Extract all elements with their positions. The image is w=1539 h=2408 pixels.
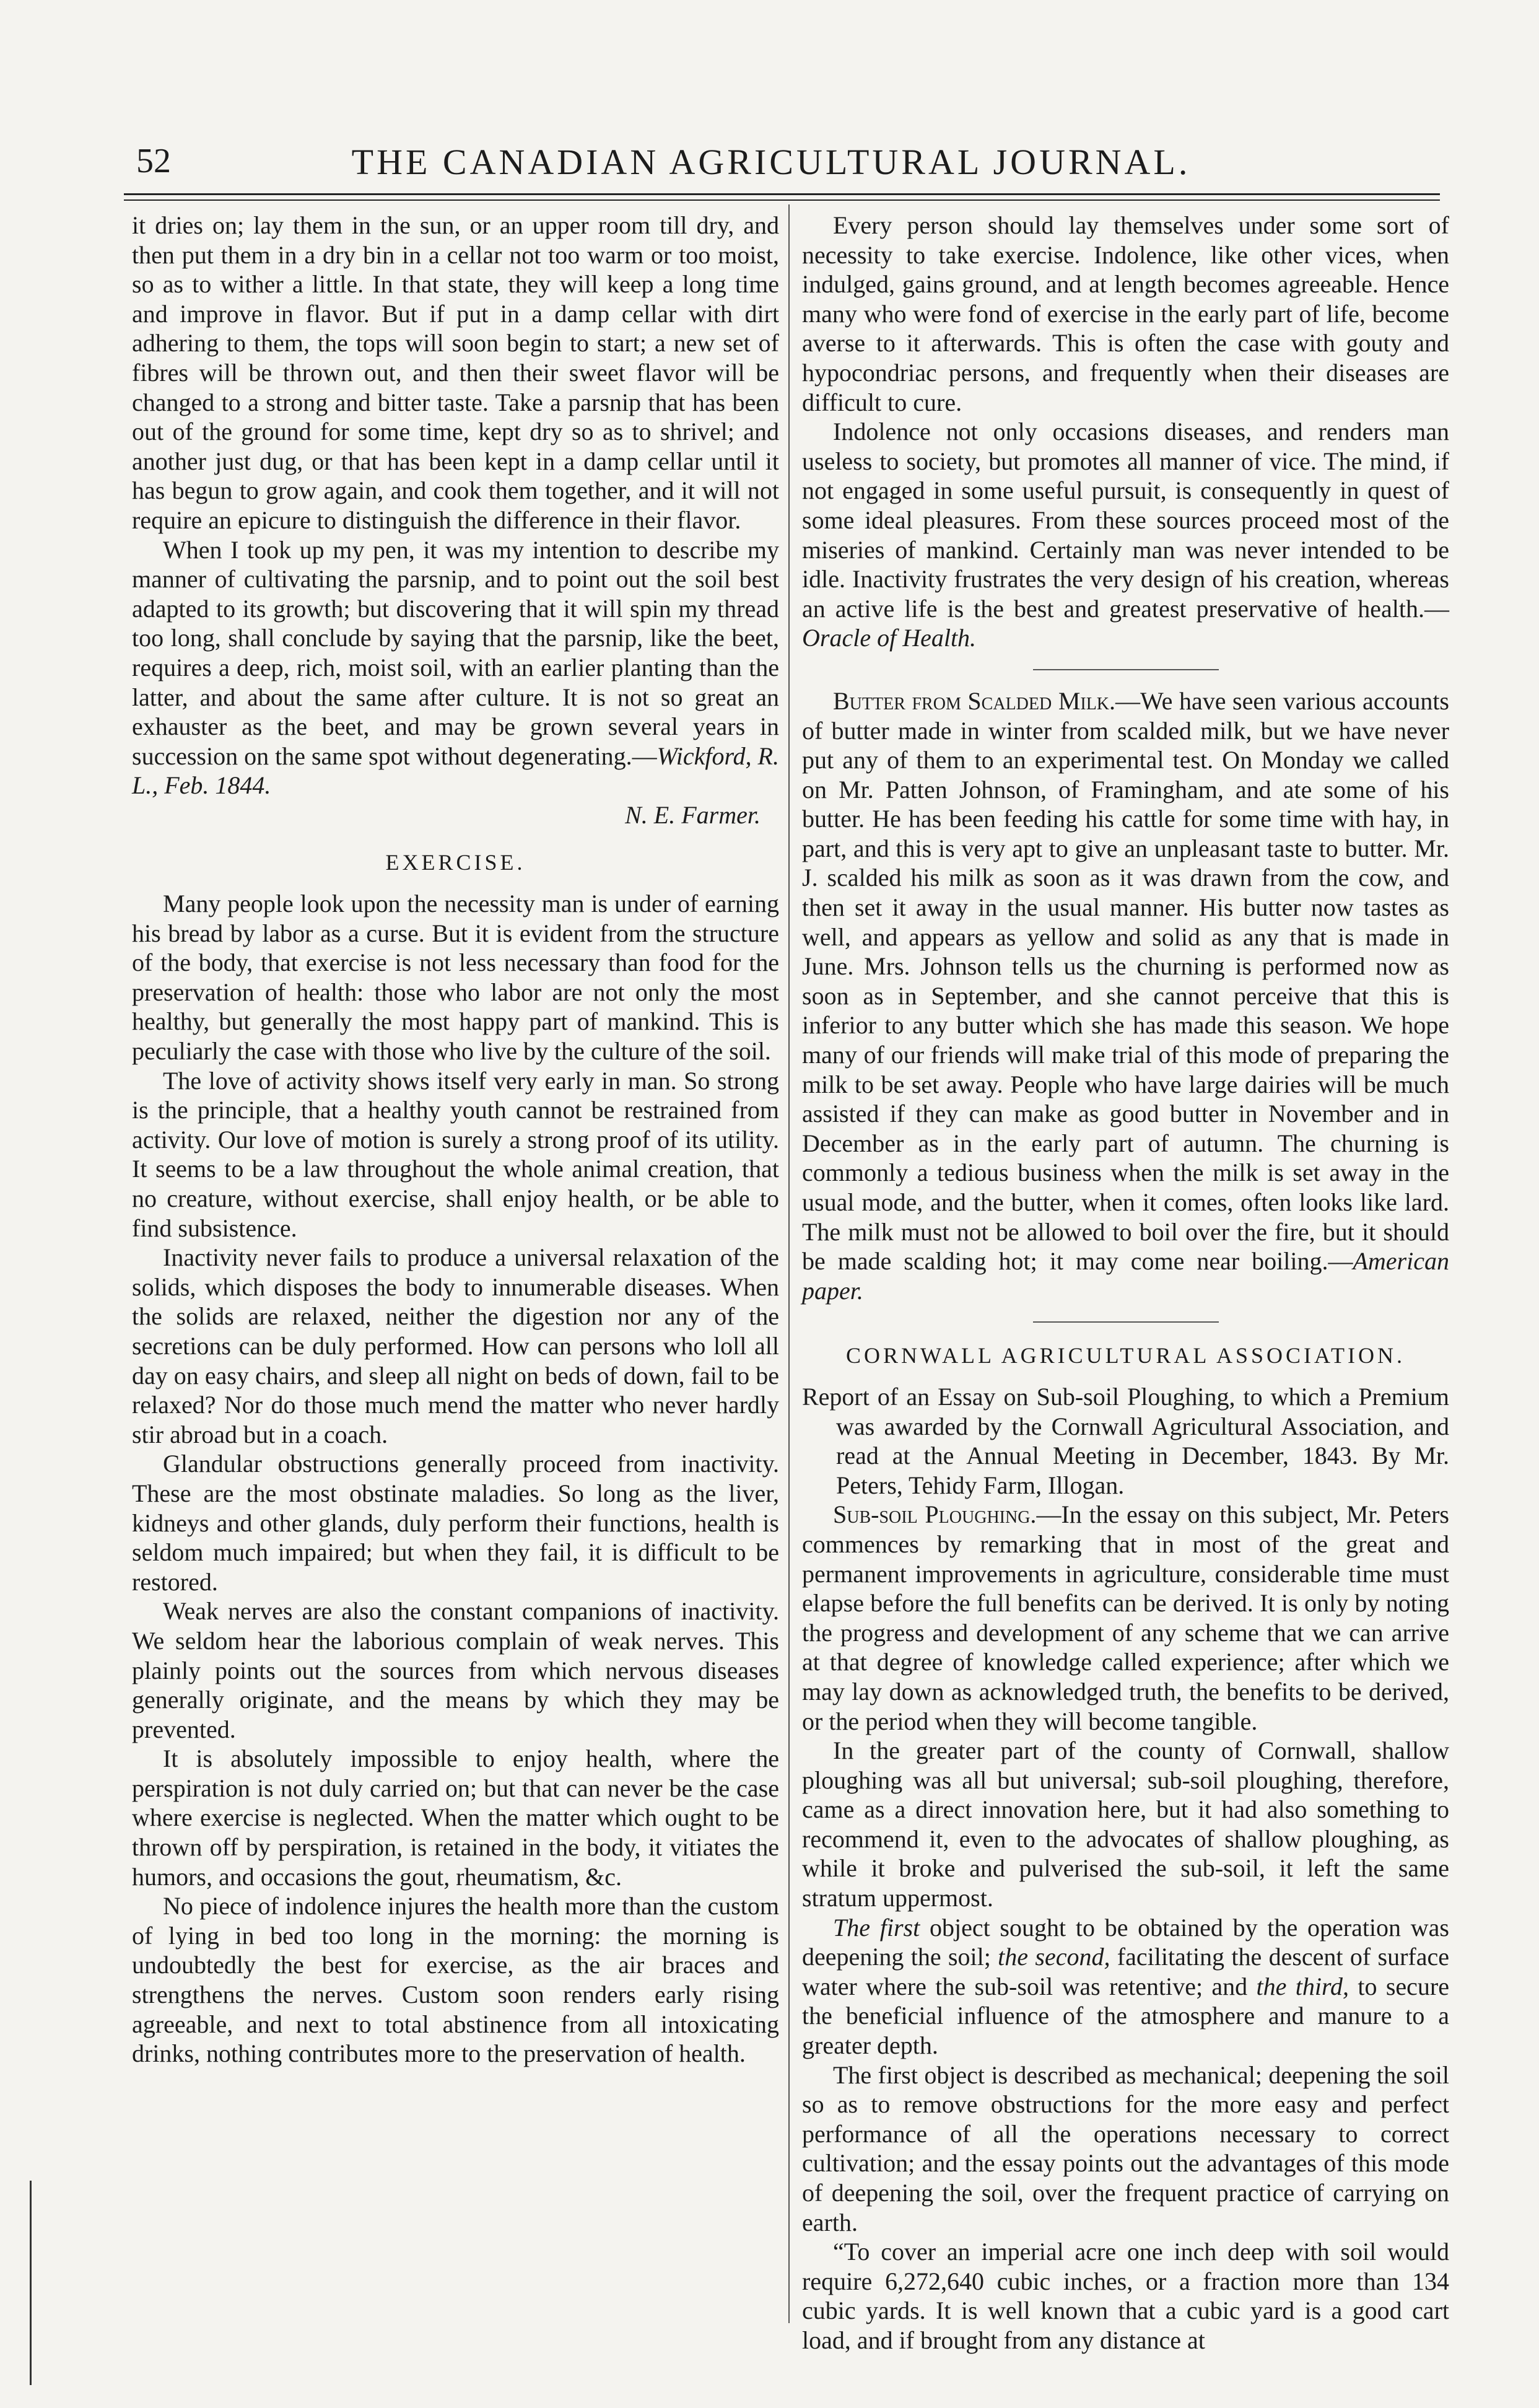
exercise-paragraph: It is absolutely impossible to enjoy health, where the perspiration is not duly carried on; but that can never be the case where exercise is neglected. When the matter which ought to be thrown off by perspiration, is retained in the body, it vitiates the humors, and occasions the gout, rheumatism, &c. bbox=[132, 1745, 779, 1891]
butter-article: Butter from Scalded Milk.—We have seen various accounts of butter made in winter from scalded milk, but we have never put any of them to an experimental test. On Monday we called on Mr. Patten Johnson, of Framingham, and ate some of his butter. He has been feeding his cattle for some time with hay, in part, and this is very apt to give an unpleasant taste to butter. Mr. J. scalded his milk as soon as it was drawn from the cow, and then set it away in the usual manner. His butter now tastes as well, and appears as yellow and solid as any that is made in June. Mrs. Johnson tells us the churning is performed now as soon as in September, and she cannot perceive that this is inferior to any butter which she has made this season. We hope many of our friends will make trial of this mode of preparing the milk to be set away. People who have large dairies will be much assisted if they can make as good butter in November and in December as in the early part of autumn. The churning is commonly a tedious business when the milk is set away in the usual mode, and the butter, when it comes, often looks like lard. The milk must not be allowed to boil over the fire, but it should be made scalding hot; it may come near boiling.—American paper. bbox=[802, 686, 1449, 1305]
cornwall-paragraph-5: “To cover an imperial acre one inch deep with soil would require 6,272,640 cubic inches, or a fraction more than 134 cubic yards. It is well known that a cubic yard is a good cart load, and if brought from any distance at bbox=[802, 2238, 1449, 2354]
exercise-heading: EXERCISE. bbox=[385, 850, 526, 875]
header-rule bbox=[124, 193, 1440, 195]
column-divider bbox=[788, 204, 790, 2323]
exercise-paragraph: Many people look upon the necessity man is under of earning his bread by labor as a curse. But it is evident from the structure of the body, that exercise is not less necessary than food for the preservation of health: those who labor are not only the most healthy, but generally the most happy part of mankind. This is peculiarly the case with those who live by the culture of the soil. bbox=[132, 890, 779, 1066]
page-header bbox=[99, 141, 1443, 191]
left-column bbox=[132, 211, 779, 2069]
running-title: THE CANADIAN AGRICULTURAL JOURNAL. bbox=[351, 142, 1191, 182]
cornwall-heading: CORNWALL AGRICULTURAL ASSOCIATION. bbox=[845, 1343, 1406, 1368]
report-intro: Report of an Essay on Sub-soil Ploughing, to which a Premium was awarded by the Cornwall Agricultural Association, and read at the Annual Meeting in December, 1843. By Mr. Peters, Tehidy Farm, Illogan. bbox=[802, 1382, 1449, 1499]
parsnip-paragraph: it dries on; lay them in the sun, or an upper room till dry, and then put them in a dry bin in a cellar not too warm or too moist, so as to wither a little. In that state, they will keep a long time and improve in flavor. But if put in a damp cellar with dirt adhering to them, the tops will soon begin to start; a new set of fibres will be thrown out, and then their sweet flavor will be changed to a strong and bitter taste. Take a parsnip that has been out of the ground for some time, kept dry so as to shrivel; and another just dug, or that has been kept in a damp cellar until it has begun to grow again, and cook them together, and it will not require an epicure to distinguish the difference in their flavor. bbox=[132, 211, 779, 534]
exercise-paragraph: The love of activity shows itself very early in man. So strong is the principle, that a healthy youth cannot be restrained from activity. Our love of motion is surely a strong proof of its utility. It seems to be a law throughout the whole animal creation, that no creature, without exercise, shall enjoy health, or be able to find subsistence. bbox=[132, 1066, 779, 1242]
subsoil-paragraph: Sub-soil Ploughing.—In the essay on this subject, Mr. Peters commences by remarking that in most of the great and permanent improvements in agriculture, considerable time must elapse before the full benefits can be derived. It is only by noting the progress and development of any scheme that we can arrive at that degree of knowledge called experience; after which we may lay down as acknowledged truth, the benefits to be derived, or the period when they will become tangible. bbox=[802, 1500, 1450, 1735]
exercise-paragraph: No piece of indolence injures the health more than the custom of lying in bed too long in the morning: the morning is undoubtedly the best for exercise, as the air braces and strengthens the nerves. Custom soon renders early rising agreeable, and next to total abstinence from all intoxicating drinks, nothing contributes more to the preservation of health. bbox=[132, 1892, 779, 2068]
exercise-paragraph: Weak nerves are also the constant companions of inactivity. We seldom hear the laborious complain of weak nerves. This plainly points out the sources from which nervous diseases generally originate, and the means by which they may be prevented. bbox=[132, 1597, 779, 1743]
subsoil-title: Sub-soil Ploughing. bbox=[833, 1500, 1037, 1529]
exercise-continued-paragraph-2: Indolence not only occasions diseases, and renders man useless to society, but promotes all manner of vice. The mind, if not engaged in some useful pursuit, is consequently in quest of some ideal pleasures. From these sources proceed most of the miseries of mankind. Certainly man was never intended to be idle. Inactivity frustrates the very design of his creation, whereas an active life is the best and greatest preservative of health.—Oracle of Health. bbox=[802, 418, 1449, 652]
cornwall-paragraph: In the greater part of the county of Cornwall, shallow ploughing was all but universal; sub-soil ploughing, therefore, came as a direct innovation here, but it had also something to recommend it, even to the advocates of shallow ploughing, as while it broke and pulverised the sub-soil, it left the same stratum uppermost. bbox=[802, 1736, 1449, 1912]
header-rule-thin bbox=[124, 199, 1440, 201]
section-separator-2 bbox=[1033, 1321, 1219, 1323]
butter-source: American paper. bbox=[802, 1247, 1449, 1305]
objects-paragraph: The first object sought to be obtained by the operation was deepening the soil; the second, facilitating the descent of surface water where the sub-soil was retentive; and the third, to secure the beneficial influence of the atmosphere and manure to a greater depth. bbox=[802, 1913, 1449, 2060]
exercise-source: Oracle of Health. bbox=[802, 624, 977, 652]
parsnip-place: Wickford, R. L., Feb. 1844. bbox=[132, 742, 779, 800]
right-column bbox=[802, 211, 1449, 2355]
margin-mark bbox=[30, 2181, 32, 2385]
parsnip-paragraph-2: When I took up my pen, it was my intention to describe my manner of cultivating the parsnip, and to point out the soil best adapted to its growth; but discovering that it will spin my thread too long, shall conclude by saying that the parsnip, like the beet, requires a deep, rich, moist soil, with an earlier planting than the latter, and about the same after culture. It is not so great an exhauster as the beet, and may be grown several years in succession on the same spot without degenerating.—Wickford, R. L., Feb. 1844. bbox=[132, 535, 779, 800]
exercise-paragraph: Inactivity never fails to produce a universal relaxation of the solids, which disposes the body to innumerable diseases. When the solids are relaxed, neither the digestion nor any of the secretions can be duly performed. How can persons who loll all day on easy chairs, and sleep all night on beds of down, fail to be relaxed? Nor do those much mend the matter who never hardly stir abroad but in a coach. bbox=[132, 1243, 779, 1448]
exercise-paragraph: Glandular obstructions generally proceed from inactivity. These are the most obstinate maladies. So long as the liver, kidneys and other glands, duly perform their functions, health is seldom much impaired; but when they fail, it is difficult to be restored. bbox=[132, 1450, 779, 1596]
exercise-continued-paragraph: Every person should lay themselves under some sort of necessity to take exercise. Indolence, like other vices, when indulged, gains ground, and at length becomes agreeable. Hence many who were fond of exercise in the early part of life, become averse to it afterwards. This is often the case with gouty and hypocondriac persons, and frequently when their diseases are difficult to cure. bbox=[802, 211, 1449, 416]
cornwall-paragraph-4: The first object is described as mechanical; deepening the soil so as to remove obstructions for the more easy and perfect performance of all the operations necessary to correct cultivation; and the essay points out the advantages of this mode of deepening the soil, over the frequent practice of carrying on earth. bbox=[802, 2060, 1449, 2236]
page-number: 52 bbox=[136, 142, 171, 180]
butter-title: Butter from Scalded Milk. bbox=[833, 686, 1116, 715]
parsnip-signature: N. E. Farmer. bbox=[625, 800, 761, 829]
section-separator bbox=[1033, 669, 1219, 670]
